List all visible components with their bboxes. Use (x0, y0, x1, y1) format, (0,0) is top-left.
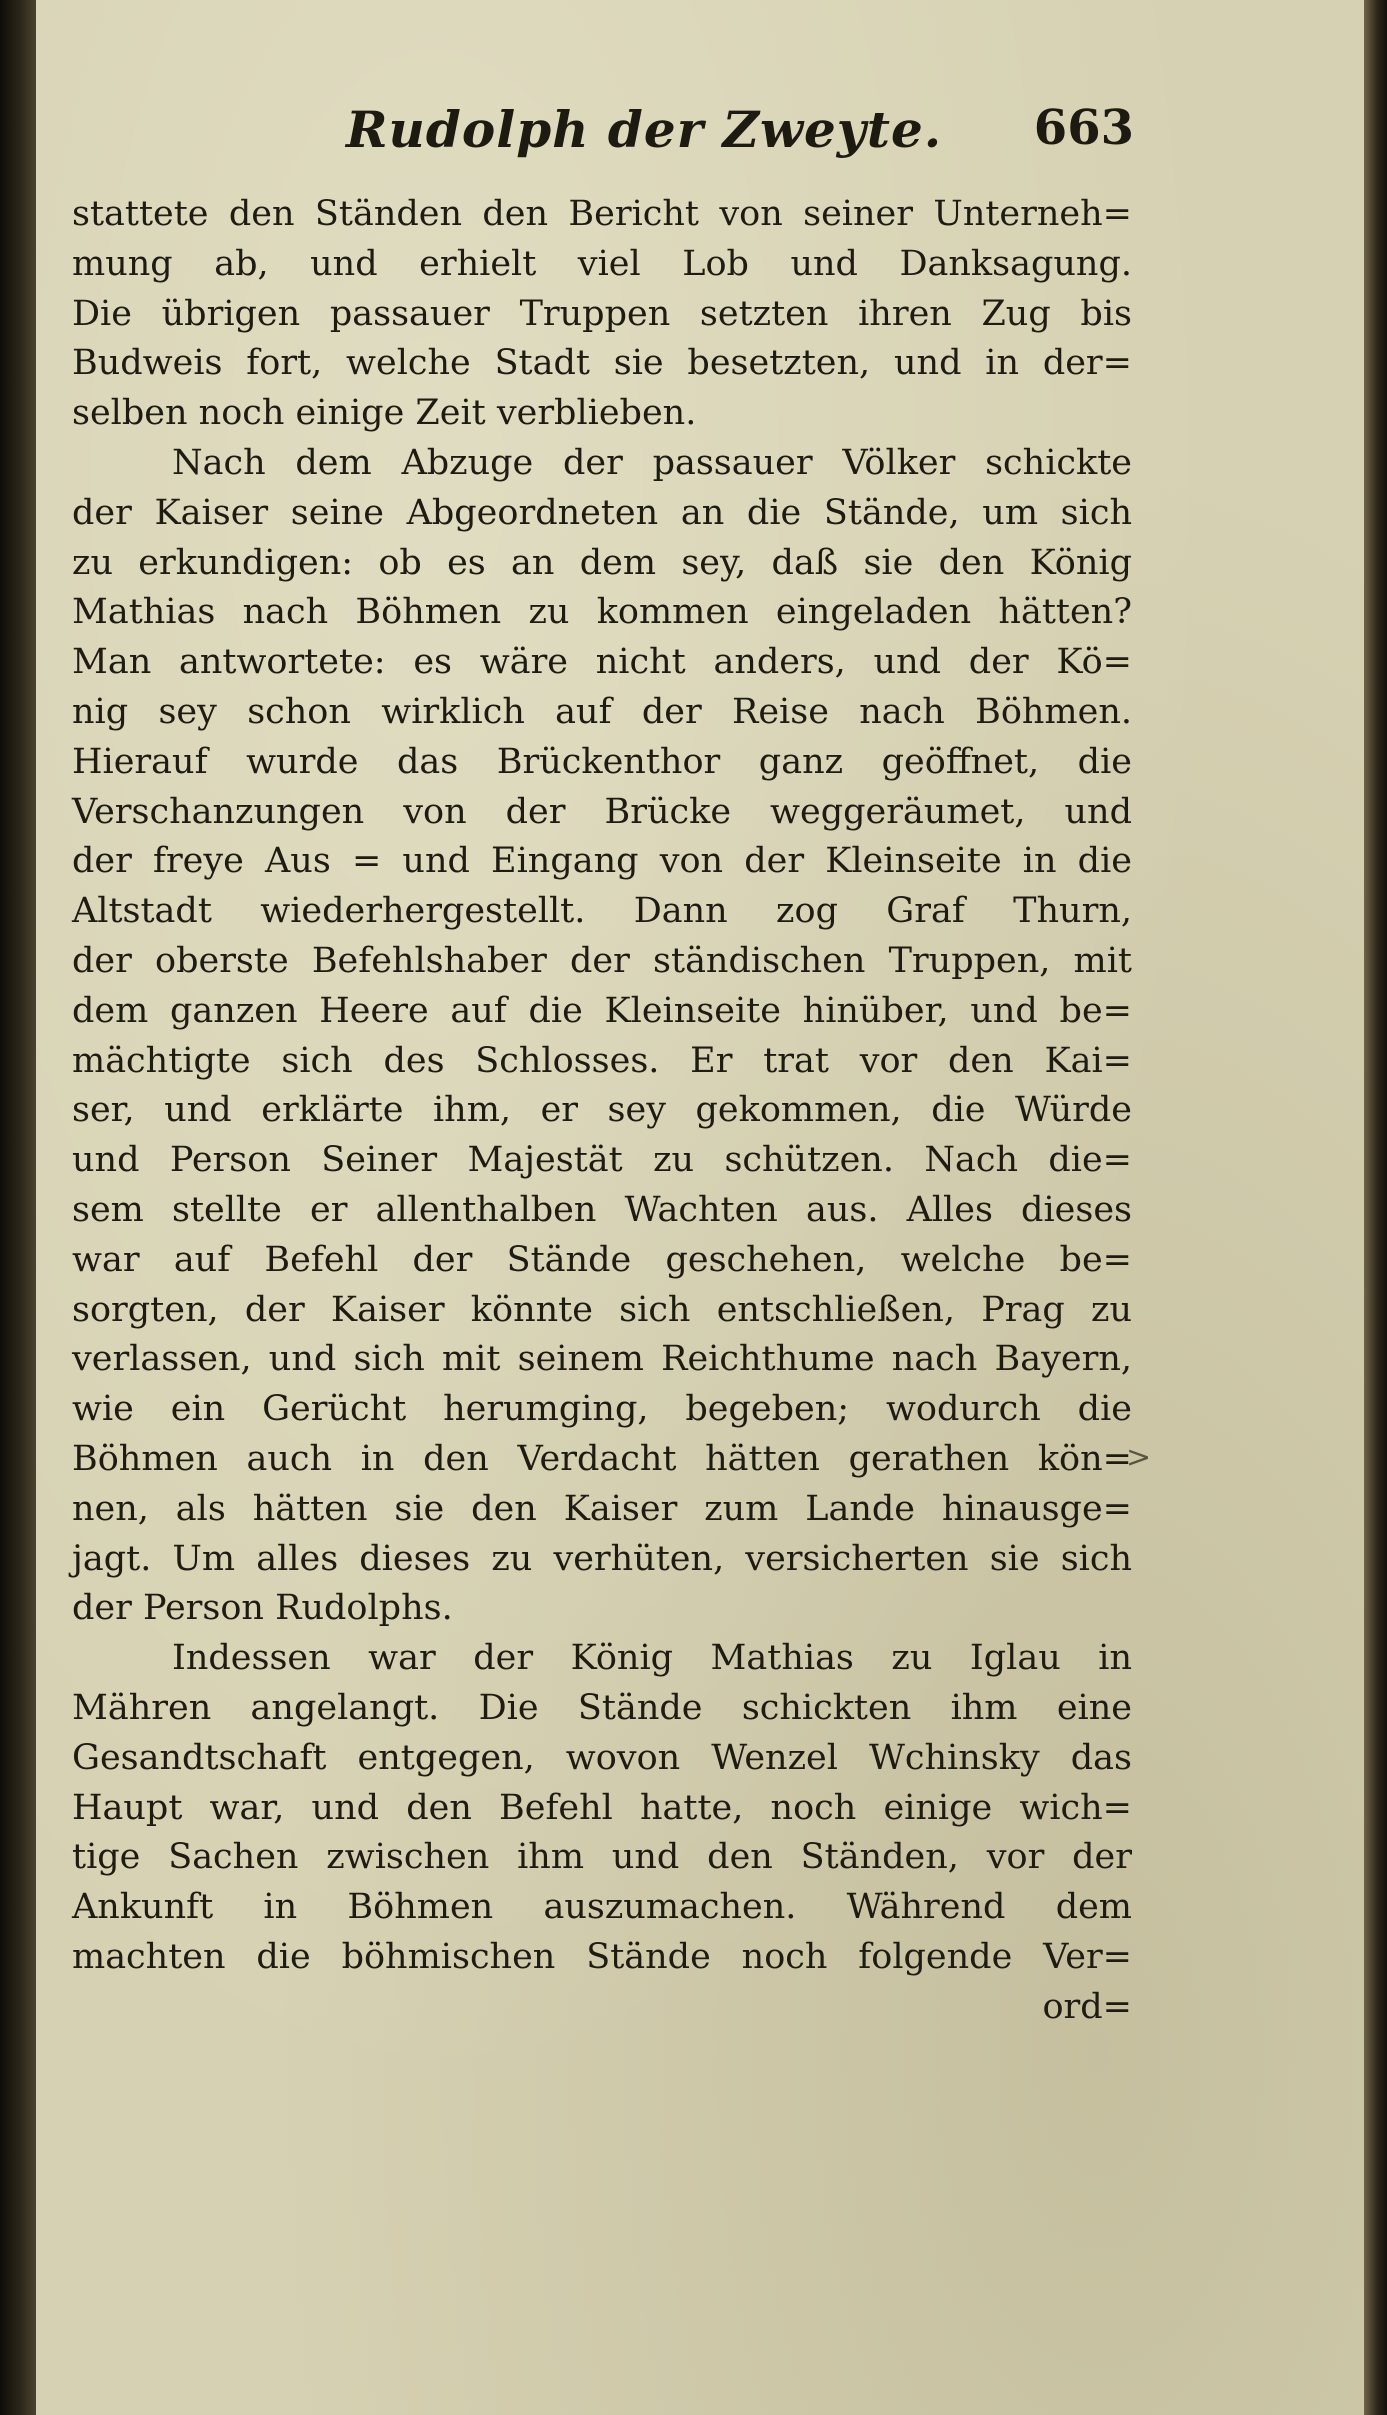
text-line: machten die böhmischen Stände noch folgende Ver= (72, 1936, 1132, 1977)
page-header (36, 100, 1364, 160)
margin-mark-icon: > (1126, 1440, 1152, 1475)
text-line: und Person Seiner Majestät zu schützen. Nach die= (72, 1140, 1132, 1181)
text-line: verlassen, und sich mit seinem Reichthume nach Bayern, (72, 1339, 1132, 1380)
text-line: Haupt war, und den Befehl hatte, noch einige wich= (72, 1787, 1132, 1828)
text-line: selben noch einige Zeit verblieben. (72, 393, 697, 434)
text-line: Nach dem Abzuge der passauer Völker schickte (172, 442, 1132, 483)
text-line: Hierauf wurde das Brückenthor ganz geöffnet, die (72, 741, 1132, 782)
text-line: mächtigte sich des Schlosses. Er trat vor den Kai= (72, 1040, 1132, 1081)
text-line: tige Sachen zwischen ihm und den Ständen, vor der (72, 1837, 1132, 1878)
text-line: zu erkundigen: ob es an dem sey, daß sie den König (72, 542, 1132, 583)
text-line: Mathias nach Böhmen zu kommen eingeladen hätten? (72, 592, 1132, 633)
text-line: der Person Rudolphs. (72, 1588, 453, 1629)
text-line: Böhmen auch in den Verdacht hätten gerathen kön= (72, 1438, 1132, 1479)
book-page (36, 0, 1364, 2415)
page-edge-right (1364, 0, 1387, 2415)
text-line: mung ab, und erhielt viel Lob und Danksagung. (72, 243, 1132, 284)
text-line: Budweis fort, welche Stadt sie besetzten, und in der= (72, 343, 1132, 384)
text-line: der Kaiser seine Abgeordneten an die Stände, um sich (72, 492, 1132, 533)
text-line: Indessen war der König Mathias zu Iglau in (172, 1638, 1132, 1679)
catchword: ord= (1042, 1986, 1132, 2027)
text-line: wie ein Gerücht herumging, begeben; wodurch die (72, 1389, 1132, 1430)
running-title: Rudolph der Zweyte. (346, 100, 943, 159)
text-line: nig sey schon wirklich auf der Reise nach Böhmen. (72, 691, 1132, 732)
text-line: sem stellte er allenthalben Wachten aus. Alles dieses (72, 1189, 1132, 1230)
text-line: Die übrigen passauer Truppen setzten ihren Zug bis (72, 293, 1132, 334)
text-line: jagt. Um alles dieses zu verhüten, versicherten sie sich (72, 1538, 1132, 1579)
page-number: 663 (1033, 100, 1134, 156)
text-line: Ankunft in Böhmen auszumachen. Während dem (72, 1887, 1132, 1928)
text-line: Verschanzungen von der Brücke weggeräumet, und (72, 791, 1132, 832)
text-line: der oberste Befehlshaber der ständischen Truppen, mit (72, 940, 1132, 981)
text-line: der freye Aus = und Eingang von der Kleinseite in die (72, 841, 1132, 882)
text-line: dem ganzen Heere auf die Kleinseite hinüber, und be= (72, 990, 1132, 1031)
text-line: war auf Befehl der Stände geschehen, welche be= (72, 1239, 1132, 1280)
text-line: sorgten, der Kaiser könnte sich entschließen, Prag zu (72, 1289, 1132, 1330)
text-line: Man antwortete: es wäre nicht anders, und der Kö= (72, 642, 1132, 683)
text-line: ser, und erklärte ihm, er sey gekommen, die Würde (72, 1090, 1132, 1131)
text-line: stattete den Ständen den Bericht von seiner Unterneh= (72, 194, 1132, 234)
text-line: Altstadt wiederhergestellt. Dann zog Graf Thurn, (72, 891, 1132, 932)
body-text (72, 190, 1132, 2032)
text-line: Gesandtschaft entgegen, wovon Wenzel Wchinsky das (72, 1737, 1132, 1778)
text-line: Mähren angelangt. Die Stände schickten ihm eine (72, 1687, 1132, 1728)
book-gutter-left (0, 0, 36, 2415)
text-line: nen, als hätten sie den Kaiser zum Lande hinausge= (72, 1488, 1132, 1529)
